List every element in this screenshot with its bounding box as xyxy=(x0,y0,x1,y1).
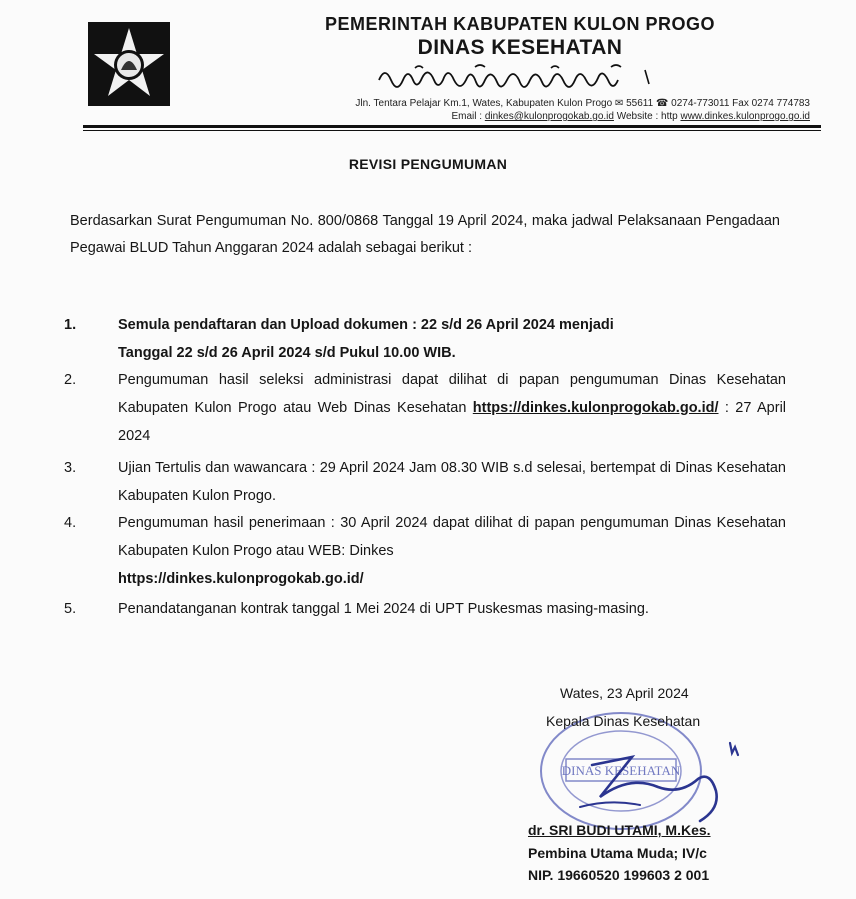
signer-nip: NIP. 19660520 199603 2 001 xyxy=(528,867,710,883)
item-3-text: Ujian Tertulis dan wawancara : 29 April 2024 Jam 08.30 WIB s.d selesai, bertempat di Dinas Kesehatan Kabupaten Kulon Progo. xyxy=(118,460,786,504)
contact-line xyxy=(210,111,810,122)
item-2-number: 2. xyxy=(64,372,77,388)
item-2-link[interactable]: https://dinkes.kulonprogokab.go.id/ xyxy=(472,400,719,416)
item-1-line1: Semula pendaftaran dan Upload dokumen : 22 s/d 26 April 2024 menjadi xyxy=(118,317,614,333)
intro-paragraph: Berdasarkan Surat Pengumuman No. 800/0868 Tanggal 19 April 2024, maka jadwal Pelaksanaan Pengadaan Pegawai BLUD Tahun Anggaran 2024 adalah sebagai berikut : xyxy=(70,213,780,256)
item-4-body: Pengumuman hasil penerimaan : 30 April 2024 dapat dilihat di papan pengumuman Dinas Kesehatan Kabupaten Kulon Progo atau WEB: Dinkes xyxy=(118,515,786,559)
javanese-script-line xyxy=(375,62,657,90)
item-2-text xyxy=(118,366,786,450)
office-address: Jln. Tentara Pelajar Km.1, Wates, Kabupaten Kulon Progo ✉ 55611 ☎ 0274-773011 Fax 0274 774783 xyxy=(355,98,810,109)
item-3-number: 3. xyxy=(64,460,77,476)
document-title: REVISI PENGUMUMAN xyxy=(348,156,508,172)
item-4-number: 4. xyxy=(64,515,77,531)
item-2-date: : 27 April 2024 xyxy=(118,400,787,444)
item-5-number: 5. xyxy=(64,601,77,617)
item-1-number: 1. xyxy=(64,317,77,333)
item-1-text xyxy=(118,311,786,367)
signer-name: dr. SRI BUDI UTAMI, M.Kes. xyxy=(528,822,711,838)
letterhead-rule-thick xyxy=(83,125,821,128)
regency-logo xyxy=(88,22,170,106)
website-link[interactable]: www.dinkes.kulonprogo.go.id xyxy=(680,111,810,122)
item-4-text xyxy=(118,509,786,593)
office-name: DINAS KESEHATAN xyxy=(417,36,623,59)
place-date: Wates, 23 April 2024 xyxy=(560,685,689,701)
letterhead-rule-thin xyxy=(83,130,821,131)
item-1-line2: Tanggal 22 s/d 26 April 2024 s/d Pukul 10.00 WIB. xyxy=(118,345,456,361)
item-4-link[interactable]: https://dinkes.kulonprogokab.go.id/ xyxy=(118,571,364,587)
signer-position: Kepala Dinas Kesehatan xyxy=(546,713,701,729)
handwritten-signature xyxy=(570,735,740,835)
government-name: PEMERINTAH KABUPATEN KULON PROGO xyxy=(324,14,715,34)
stamp-label: DINAS KESEHATAN xyxy=(561,763,681,778)
signer-rank: Pembina Utama Muda; IV/c xyxy=(528,845,707,861)
website-label: Website : http xyxy=(613,111,681,122)
item-5-text: Penandatanganan kontrak tanggal 1 Mei 2024 di UPT Puskesmas masing-masing. xyxy=(118,601,649,617)
email-link[interactable]: dinkes@kulonprogokab.go.id xyxy=(484,111,614,122)
email-label: Email : xyxy=(451,111,485,122)
item-2-body: Pengumuman hasil seleksi administrasi dapat dilihat di papan pengumuman Dinas Kesehatan Kabupaten Kulon Progo atau Web Dinas Kesehatan xyxy=(118,372,786,416)
